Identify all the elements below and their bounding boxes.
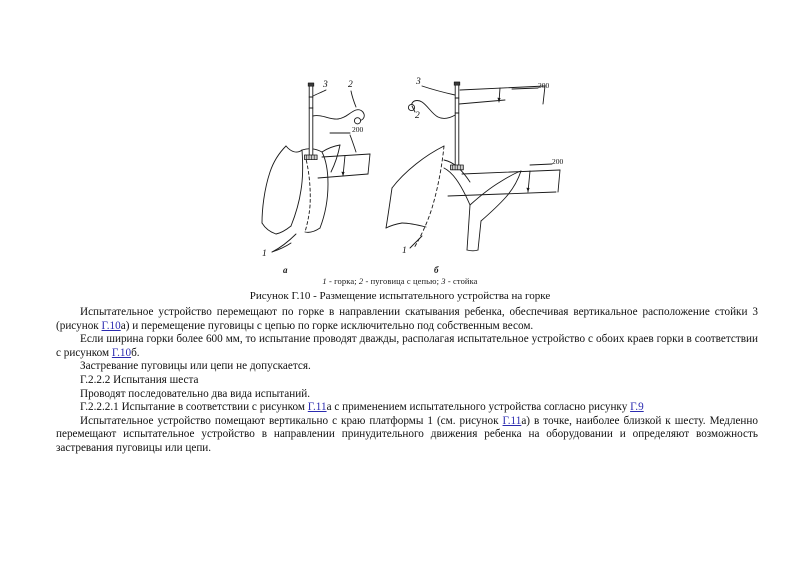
- callout-b-1: 1: [402, 246, 407, 256]
- callout-a-2: 2: [348, 80, 353, 90]
- link-g10-a[interactable]: Г.10: [101, 319, 121, 332]
- subfigure-b-drawing: [386, 82, 560, 251]
- paragraph-7-part-a: Испытательное устройство помещают вертикально с краю платформы 1 (см. рисунок: [80, 414, 503, 427]
- figure-g10: [0, 60, 800, 302]
- dimension-b-bottom-200: 200: [552, 157, 564, 166]
- figure-legend: [0, 276, 800, 286]
- callout-a-1: 1: [262, 249, 267, 259]
- paragraph-6: [56, 401, 758, 415]
- figure-drawing: [0, 60, 800, 265]
- paragraph-2-part-a: Если ширина горки более 600 мм, то испытание проводят дважды, располагая испытательное устройство с обоих краев горки в соответствии с рисунком: [56, 333, 758, 359]
- paragraph-6-part-a: Г.2.2.2.1 Испытание в соответствии с рисунком: [80, 401, 308, 414]
- paragraph-7: [56, 415, 758, 456]
- legend-item-3-text: - стойка: [445, 276, 478, 286]
- paragraph-1-part-b: а) и перемещение пуговицы с цепью по горке исключительно под собственным весом.: [120, 319, 534, 332]
- paragraph-6-part-b: а с применением испытательного устройства согласно рисунку: [326, 401, 631, 414]
- dimension-a-200: 200: [352, 125, 364, 134]
- legend-item-3-number: 3: [441, 276, 446, 286]
- paragraph-2: [56, 333, 758, 360]
- link-g11-b[interactable]: Г.11: [502, 414, 522, 427]
- paragraph-4-heading: Г.2.2.2 Испытания шеста: [80, 373, 199, 386]
- link-g9[interactable]: Г.9: [630, 401, 644, 414]
- callout-b-3: 3: [416, 77, 421, 87]
- legend-item-2-text: - пуговица с цепью;: [363, 276, 442, 286]
- link-g10-b[interactable]: Г.10: [111, 346, 132, 359]
- callout-b-2: 2: [415, 111, 420, 121]
- subfigure-label-b: б: [434, 265, 439, 275]
- paragraph-7-part-b: а) в точке, наиболее близкой к шесту. Медленно перемещают испытательное устройство в направлении принудительного движения ребенка на оборудовании и определяют возможность застревания пуговицы или цепи.: [56, 414, 758, 454]
- figure-caption: Рисунок Г.10 - Размещение испытательного устройства на горке: [249, 290, 551, 302]
- legend-item-1-number: 1: [322, 276, 327, 286]
- paragraph-1-part-a: Испытательное устройство перемещают по горке в направлении скатывания ребенка, обеспечивая вертикальное расположение стойки 3 (рисунок: [56, 306, 758, 332]
- paragraph-1: [56, 306, 758, 333]
- dimension-b-top-200: 200: [538, 81, 550, 90]
- paragraph-2-part-b: б.: [131, 346, 140, 359]
- subfigure-a-drawing: [262, 83, 370, 252]
- paragraph-5: Проводят последовательно два вида испытаний.: [80, 387, 311, 400]
- link-g11-a[interactable]: Г.11: [307, 401, 327, 414]
- subfigure-label-a: а: [283, 265, 288, 275]
- body-text: [56, 306, 758, 456]
- legend-item-2-number: 2: [358, 276, 364, 286]
- paragraph-3: Застревание пуговицы или цепи не допускается.: [80, 360, 311, 373]
- callout-a-3: 3: [323, 80, 328, 90]
- legend-item-1-text: - горка;: [326, 276, 359, 286]
